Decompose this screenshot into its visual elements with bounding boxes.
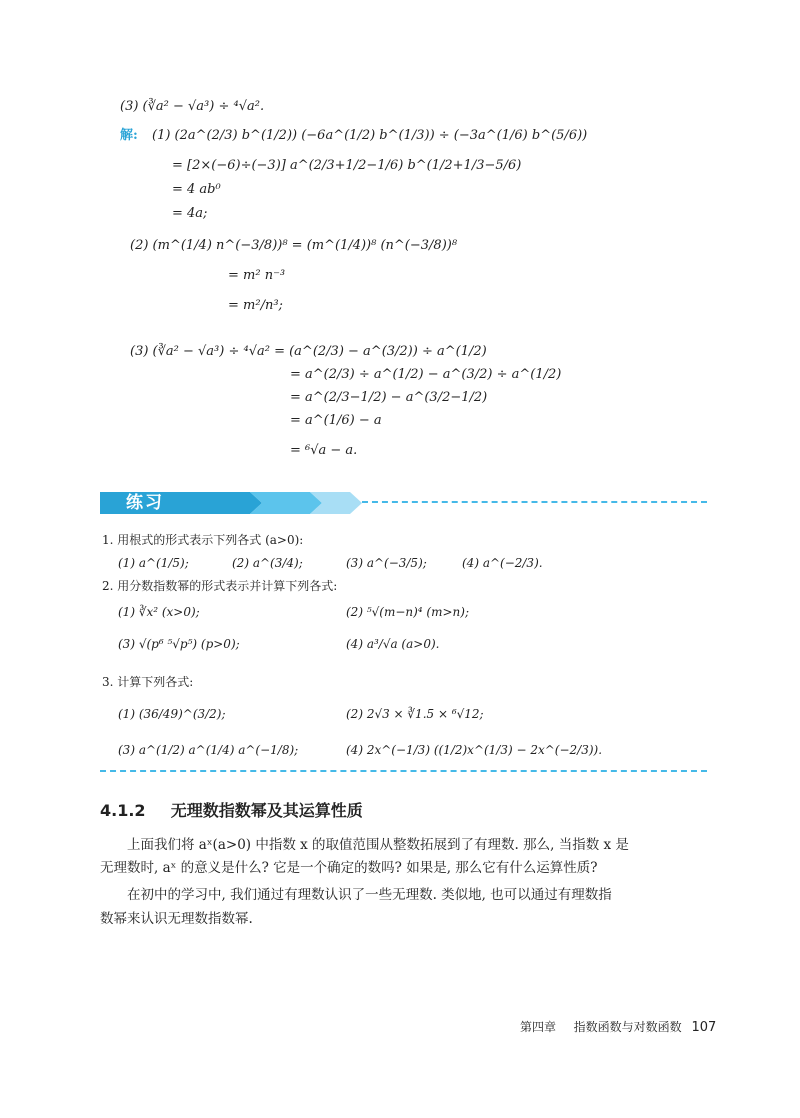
exercise-q3-item-2: (2) 2√3 × ∛1.5 × ⁶√12; [346,707,484,721]
section-title: 无理数指数幂及其运算性质 [170,801,363,820]
exercise-q2-prompt: 2. 用分数指数幂的形式表示并计算下列各式: [102,579,338,593]
solution-part3-line5: = ⁶√a − a. [290,443,358,458]
solution-part1-line3: = 4 ab⁰ [172,182,221,197]
exercise-banner-title: 练习 [126,493,164,513]
solution-part2-line3: = m²/n³; [228,298,283,313]
solution-part1-line1: (1) (2a^(2/3) b^(1/2)) (−6a^(1/2) b^(1/3)) ÷ (−3a^(1/6) b^(5/6)) [152,128,588,143]
section-heading [100,800,363,822]
page-number: 107 [691,1020,717,1035]
paragraph-1-line-1: 上面我们将 aˣ(a>0) 中指数 x 的取值范围从整数拓展到了有理数. 那么, 当指数 x 是 [127,837,629,853]
page-footer [520,1019,716,1036]
solution-part1-line4: = 4a; [172,206,208,221]
solution-part2-line1: (2) (m^(1/4) n^(−3/8))⁸ = (m^(1/4))⁸ (n^(−3/8))⁸ [130,238,458,253]
exercise-q2-item-3: (3) √(p⁶ ⁵√p⁵) (p>0); [118,637,240,651]
exercise-q1-item-3: (3) a^(−3/5); [346,556,427,570]
section-number: 4.1.2 [100,801,146,820]
exercise-q2-item-2: (2) ⁵√(m−n)⁴ (m>n); [346,605,469,619]
exercise-q1-item-2: (2) a^(3/4); [232,556,303,570]
exercise-q1-prompt: 1. 用根式的形式表示下列各式 (a>0): [102,533,304,547]
paragraph-1-line-2: 无理数时, aˣ 的意义是什么? 它是一个确定的数吗? 如果是, 那么它有什么运算性质? [100,860,598,876]
paragraph-2-line-2: 数幂来认识无理数指数幂. [100,911,253,927]
exercise-q3-item-1: (1) (36/49)^(3/2); [118,707,226,721]
solution-part1-line2: = [2×(−6)÷(−3)] a^(2/3+1/2−1/6) b^(1/2+1/3−5/6) [172,158,522,173]
footer-chapter-title: 指数函数与对数函数 [573,1020,682,1034]
solution-part2-line2: = m² n⁻³ [228,268,286,283]
exercise-q3-item-4: (4) 2x^(−1/3) ((1/2)x^(1/3) − 2x^(−2/3)). [346,743,603,757]
exercise-q2-item-1: (1) ∛x² (x>0); [118,605,200,619]
solution-label: 解: [120,128,138,143]
exercise-bottom-dashed-line [100,770,707,772]
paragraph-2-line-1: 在初中的学习中, 我们通过有理数认识了一些无理数. 类似地, 也可以通过有理数指 [127,887,612,903]
solution-part3-line1: (3) (∛a² − √a³) ÷ ⁴√a² = (a^(2/3) − a^(3/2)) ÷ a^(1/2) [130,344,487,359]
exercise-q2-item-4: (4) a³/√a (a>0). [346,637,440,651]
solution-part3-line4: = a^(1/6) − a [290,413,382,428]
solution-part3-line3: = a^(2/3−1/2) − a^(3/2−1/2) [290,390,488,405]
exercise-q1-item-1: (1) a^(1/5); [118,556,189,570]
banner-dashed-line [362,501,707,503]
footer-chapter: 第四章 [520,1020,557,1034]
exercise-q3-item-3: (3) a^(1/2) a^(1/4) a^(−1/8); [118,743,299,757]
exercise-q3-prompt: 3. 计算下列各式: [102,675,194,689]
solution-part3-line2: = a^(2/3) ÷ a^(1/2) − a^(3/2) ÷ a^(1/2) [290,367,562,382]
exercise-q1-item-4: (4) a^(−2/3). [462,556,543,570]
problem-3-statement: (3) (∛a² − √a³) ÷ ⁴√a². [120,99,265,114]
